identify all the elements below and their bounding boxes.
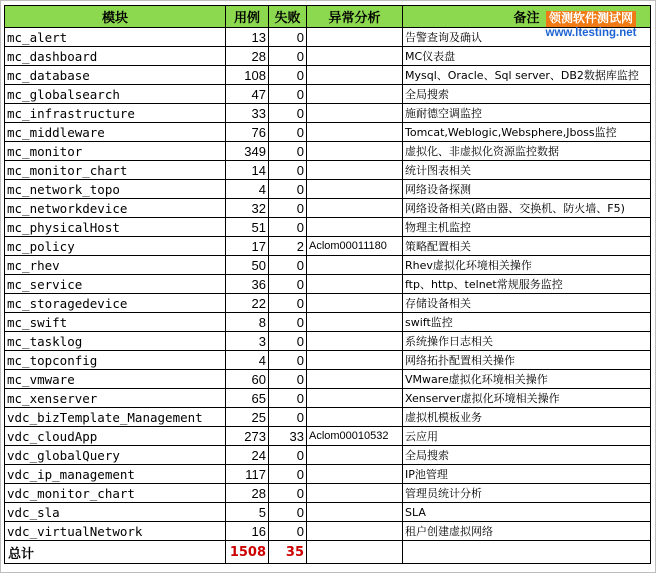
cell-note: ftp、http、telnet常规服务监控 bbox=[403, 275, 651, 294]
table-row bbox=[5, 104, 651, 123]
cell-module: vdc_globalQuery bbox=[5, 446, 226, 465]
cell-failed: 0 bbox=[269, 332, 307, 351]
cell-module: vdc_monitor_chart bbox=[5, 484, 226, 503]
cell-anomaly bbox=[307, 66, 403, 85]
cell-anomaly bbox=[307, 351, 403, 370]
cell-cases: 108 bbox=[226, 66, 269, 85]
cell-module: vdc_sla bbox=[5, 503, 226, 522]
cell-cases: 16 bbox=[226, 522, 269, 541]
cell-note: 网络设备探测 bbox=[403, 180, 651, 199]
watermark-title: 领测软件测试网 bbox=[546, 11, 636, 27]
cell-note: 管理员统计分析 bbox=[403, 484, 651, 503]
cell-failed: 0 bbox=[269, 104, 307, 123]
cell-module: mc_physicalHost bbox=[5, 218, 226, 237]
cell-cases: 3 bbox=[226, 332, 269, 351]
cell-anomaly bbox=[307, 256, 403, 275]
cell-anomaly bbox=[307, 28, 403, 47]
cell-failed: 0 bbox=[269, 313, 307, 332]
table-row bbox=[5, 85, 651, 104]
cell-cases: 51 bbox=[226, 218, 269, 237]
cell-note: 网络拓扑配置相关操作 bbox=[403, 351, 651, 370]
cell-note: 策略配置相关 bbox=[403, 237, 651, 256]
cell-note: VMware虚拟化环境相关操作 bbox=[403, 370, 651, 389]
cell-cases: 60 bbox=[226, 370, 269, 389]
cell-note: 虚拟机模板业务 bbox=[403, 408, 651, 427]
cell-module: mc_policy bbox=[5, 237, 226, 256]
cell-cases: 50 bbox=[226, 256, 269, 275]
table-row bbox=[5, 256, 651, 275]
cell-failed: 0 bbox=[269, 123, 307, 142]
cell-anomaly bbox=[307, 104, 403, 123]
cell-anomaly bbox=[307, 123, 403, 142]
cell-note: 网络设备相关(路由器、交换机、防火墙、F5) bbox=[403, 199, 651, 218]
cell-failed: 0 bbox=[269, 503, 307, 522]
cell-cases: 32 bbox=[226, 199, 269, 218]
cell-note: 全局搜索 bbox=[403, 85, 651, 104]
cell-cases: 4 bbox=[226, 180, 269, 199]
cell-anomaly bbox=[307, 199, 403, 218]
cell-module: mc_alert bbox=[5, 28, 226, 47]
cell-note: Rhev虚拟化环境相关操作 bbox=[403, 256, 651, 275]
cell-failed: 0 bbox=[269, 218, 307, 237]
cell-module: mc_monitor_chart bbox=[5, 161, 226, 180]
cell-cases: 33 bbox=[226, 104, 269, 123]
cell-cases: 24 bbox=[226, 446, 269, 465]
cell-failed: 0 bbox=[269, 370, 307, 389]
total-label: 总计 bbox=[5, 541, 226, 564]
cell-failed: 0 bbox=[269, 199, 307, 218]
cell-failed: 0 bbox=[269, 161, 307, 180]
table-row bbox=[5, 389, 651, 408]
cell-note: 系统操作日志相关 bbox=[403, 332, 651, 351]
cell-cases: 13 bbox=[226, 28, 269, 47]
cell-anomaly: Aclom00011180 bbox=[307, 237, 403, 256]
cell-failed: 0 bbox=[269, 351, 307, 370]
watermark bbox=[532, 8, 650, 40]
cell-module: mc_tasklog bbox=[5, 332, 226, 351]
cell-module: vdc_bizTemplate_Management bbox=[5, 408, 226, 427]
cell-note: 告警查询及确认 bbox=[403, 28, 651, 47]
cell-cases: 349 bbox=[226, 142, 269, 161]
cell-failed: 0 bbox=[269, 389, 307, 408]
cell-module: mc_storagedevice bbox=[5, 294, 226, 313]
cell-failed: 33 bbox=[269, 427, 307, 446]
table-row bbox=[5, 180, 651, 199]
table-row bbox=[5, 484, 651, 503]
table-body bbox=[5, 28, 651, 541]
cell-failed: 0 bbox=[269, 28, 307, 47]
cell-module: mc_infrastructure bbox=[5, 104, 226, 123]
cell-failed: 0 bbox=[269, 47, 307, 66]
cell-module: mc_dashboard bbox=[5, 47, 226, 66]
cell-cases: 17 bbox=[226, 237, 269, 256]
table-row bbox=[5, 275, 651, 294]
cell-anomaly bbox=[307, 446, 403, 465]
table-row bbox=[5, 446, 651, 465]
cell-note: Mysql、Oracle、Sql server、DB2数据库监控 bbox=[403, 66, 651, 85]
cell-anomaly bbox=[307, 180, 403, 199]
cell-module: mc_xenserver bbox=[5, 389, 226, 408]
table-row bbox=[5, 123, 651, 142]
table-row bbox=[5, 370, 651, 389]
total-failed: 35 bbox=[269, 541, 307, 564]
cell-module: mc_globalsearch bbox=[5, 85, 226, 104]
cell-anomaly bbox=[307, 218, 403, 237]
cell-note: SLA bbox=[403, 503, 651, 522]
table-row bbox=[5, 522, 651, 541]
cell-cases: 28 bbox=[226, 47, 269, 66]
cell-failed: 0 bbox=[269, 66, 307, 85]
cell-note: 统计图表相关 bbox=[403, 161, 651, 180]
cell-module: mc_networkdevice bbox=[5, 199, 226, 218]
table-row bbox=[5, 313, 651, 332]
cell-anomaly bbox=[307, 275, 403, 294]
table-row bbox=[5, 503, 651, 522]
cell-cases: 4 bbox=[226, 351, 269, 370]
cell-anomaly bbox=[307, 47, 403, 66]
cell-failed: 0 bbox=[269, 294, 307, 313]
cell-cases: 273 bbox=[226, 427, 269, 446]
cell-failed: 0 bbox=[269, 85, 307, 104]
cell-anomaly bbox=[307, 503, 403, 522]
header-anomaly: 异常分析 bbox=[307, 6, 403, 28]
table-row bbox=[5, 408, 651, 427]
header-failed: 失败 bbox=[269, 6, 307, 28]
total-row bbox=[5, 541, 651, 564]
cell-cases: 76 bbox=[226, 123, 269, 142]
table-row bbox=[5, 47, 651, 66]
cell-module: vdc_cloudApp bbox=[5, 427, 226, 446]
cell-module: mc_service bbox=[5, 275, 226, 294]
cell-failed: 0 bbox=[269, 484, 307, 503]
header-notes: 备注 bbox=[403, 6, 651, 28]
header-module: 模块 bbox=[5, 6, 226, 28]
header-cases: 用例 bbox=[226, 6, 269, 28]
cell-anomaly bbox=[307, 465, 403, 484]
cell-note: 云应用 bbox=[403, 427, 651, 446]
cell-failed: 0 bbox=[269, 256, 307, 275]
table-row bbox=[5, 199, 651, 218]
cell-anomaly bbox=[307, 408, 403, 427]
table-row bbox=[5, 161, 651, 180]
cell-note: 施耐德空调监控 bbox=[403, 104, 651, 123]
cell-cases: 8 bbox=[226, 313, 269, 332]
cell-module: mc_database bbox=[5, 66, 226, 85]
cell-failed: 0 bbox=[269, 446, 307, 465]
cell-note: IP池管理 bbox=[403, 465, 651, 484]
cell-note: 虚拟化、非虚拟化资源监控数据 bbox=[403, 142, 651, 161]
cell-anomaly bbox=[307, 332, 403, 351]
cell-cases: 5 bbox=[226, 503, 269, 522]
cell-note: 租户创建虚拟网络 bbox=[403, 522, 651, 541]
cell-note: Tomcat,Weblogic,Websphere,Jboss监控 bbox=[403, 123, 651, 142]
cell-module: mc_network_topo bbox=[5, 180, 226, 199]
cell-failed: 0 bbox=[269, 465, 307, 484]
cell-cases: 22 bbox=[226, 294, 269, 313]
table-row bbox=[5, 294, 651, 313]
cell-module: mc_middleware bbox=[5, 123, 226, 142]
cell-module: mc_rhev bbox=[5, 256, 226, 275]
cell-anomaly bbox=[307, 522, 403, 541]
cell-failed: 0 bbox=[269, 408, 307, 427]
cell-anomaly bbox=[307, 85, 403, 104]
cell-failed: 0 bbox=[269, 142, 307, 161]
cell-cases: 117 bbox=[226, 465, 269, 484]
table-row bbox=[5, 142, 651, 161]
cell-anomaly: Aclom00010532 bbox=[307, 427, 403, 446]
cell-note: MC仪表盘 bbox=[403, 47, 651, 66]
table-row bbox=[5, 218, 651, 237]
cell-cases: 47 bbox=[226, 85, 269, 104]
watermark-url: www.ltesting.net bbox=[545, 26, 637, 39]
cell-anomaly bbox=[307, 294, 403, 313]
cell-anomaly bbox=[307, 370, 403, 389]
cell-note: swift监控 bbox=[403, 313, 651, 332]
cell-note: 物理主机监控 bbox=[403, 218, 651, 237]
test-results-table bbox=[4, 5, 651, 564]
cell-anomaly bbox=[307, 484, 403, 503]
table-row bbox=[5, 332, 651, 351]
cell-failed: 0 bbox=[269, 180, 307, 199]
table-row bbox=[5, 465, 651, 484]
total-note bbox=[403, 541, 651, 564]
cell-anomaly bbox=[307, 161, 403, 180]
cell-note: 全局搜索 bbox=[403, 446, 651, 465]
table-row bbox=[5, 237, 651, 256]
cell-module: mc_vmware bbox=[5, 370, 226, 389]
cell-cases: 25 bbox=[226, 408, 269, 427]
cell-cases: 28 bbox=[226, 484, 269, 503]
cell-cases: 36 bbox=[226, 275, 269, 294]
cell-anomaly bbox=[307, 142, 403, 161]
cell-module: vdc_virtualNetwork bbox=[5, 522, 226, 541]
total-cases: 1508 bbox=[226, 541, 269, 564]
cell-note: 存储设备相关 bbox=[403, 294, 651, 313]
cell-anomaly bbox=[307, 389, 403, 408]
cell-failed: 0 bbox=[269, 522, 307, 541]
cell-module: mc_monitor bbox=[5, 142, 226, 161]
cell-cases: 65 bbox=[226, 389, 269, 408]
cell-anomaly bbox=[307, 313, 403, 332]
cell-failed: 2 bbox=[269, 237, 307, 256]
cell-failed: 0 bbox=[269, 275, 307, 294]
cell-module: mc_topconfig bbox=[5, 351, 226, 370]
cell-cases: 14 bbox=[226, 161, 269, 180]
cell-note: Xenserver虚拟化环境相关操作 bbox=[403, 389, 651, 408]
total-anomaly bbox=[307, 541, 403, 564]
cell-module: vdc_ip_management bbox=[5, 465, 226, 484]
cell-module: mc_swift bbox=[5, 313, 226, 332]
table-row bbox=[5, 351, 651, 370]
table-row bbox=[5, 66, 651, 85]
table-row bbox=[5, 427, 651, 446]
